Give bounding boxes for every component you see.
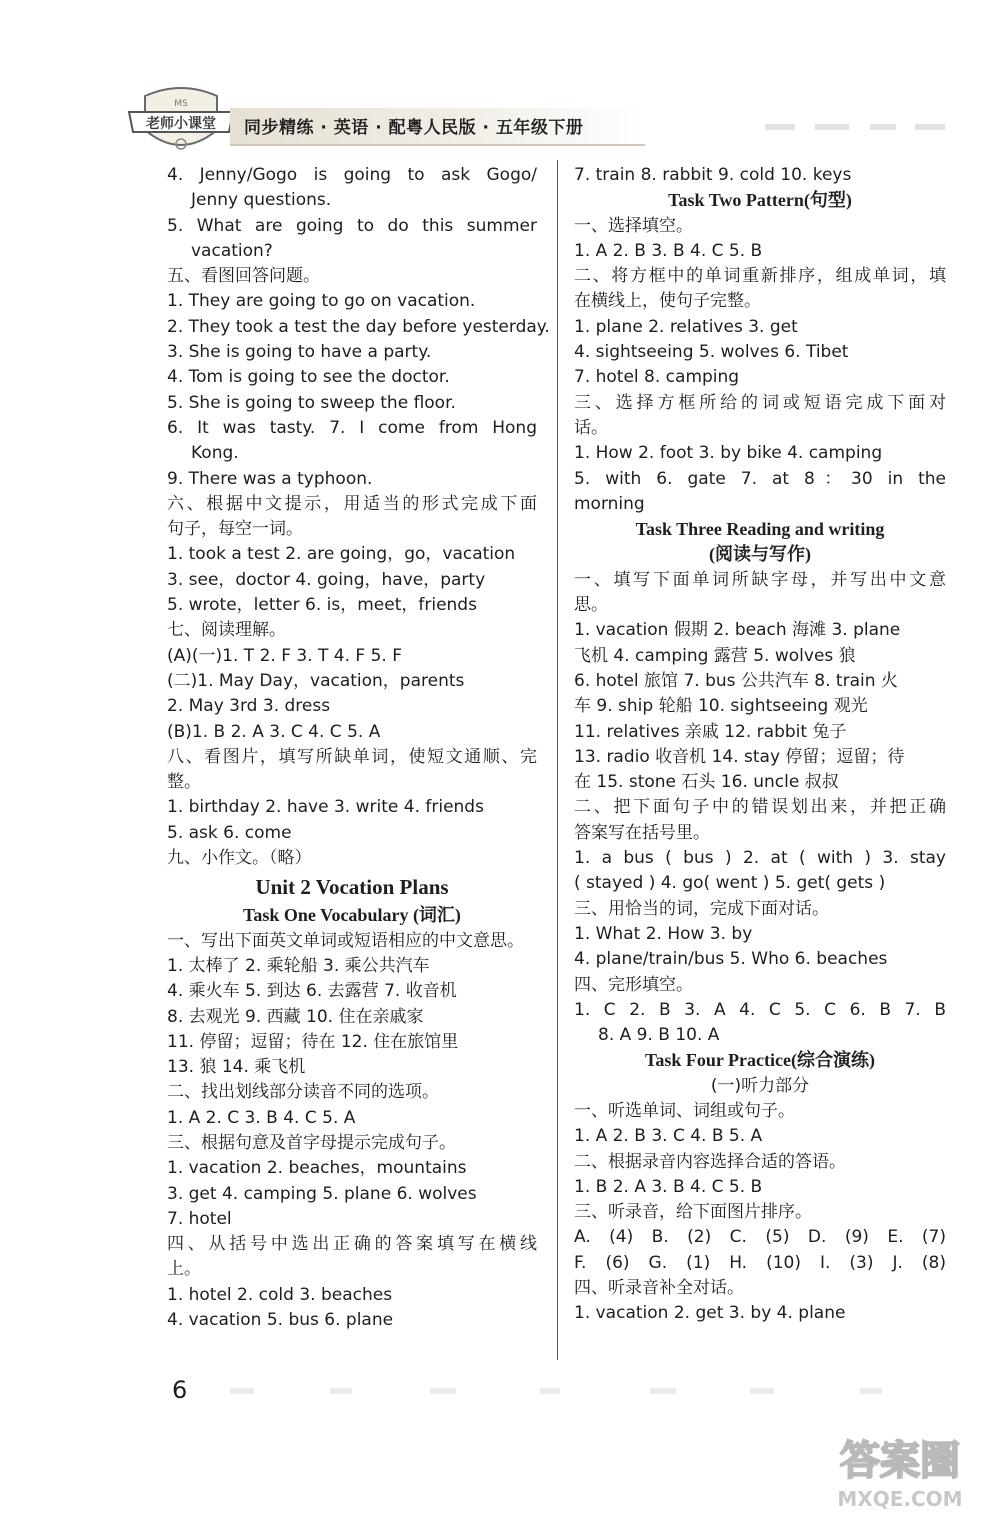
left-column-line: 1. took a test 2. are going，go，vacation bbox=[167, 544, 516, 565]
left-column-line: 六、根据中文提示，用适当的形式完成下面 bbox=[167, 493, 537, 514]
page-number: 6 bbox=[172, 1376, 188, 1404]
right-column-line: 8. A 9. B 10. A bbox=[598, 1025, 720, 1046]
right-column-line: 1. A 2. B 3. C 4. B 5. A bbox=[574, 1126, 763, 1147]
left-column-line: 4. vacation 5. bus 6. plane bbox=[167, 1310, 394, 1331]
left-column-line: 5. What are going to do this summer bbox=[167, 215, 537, 236]
right-column-line: 二、把下面句子中的错误划出来，并把正确 bbox=[574, 797, 946, 818]
left-column-line: 1. hotel 2. cold 3. beaches bbox=[167, 1284, 393, 1305]
right-column-line: 7. train 8. rabbit 9. cold 10. keys bbox=[574, 165, 852, 185]
right-column-line: 1. What 2. How 3. by bbox=[574, 923, 753, 944]
left-column-line: 4. Jenny/Gogo is going to ask Gogo/ bbox=[167, 165, 537, 185]
right-column-line: 二、根据录音内容选择合适的答语。 bbox=[574, 1151, 846, 1172]
header-rule bbox=[230, 144, 645, 146]
right-column-line: 4. plane/train/bus 5. Who 6. beaches bbox=[574, 949, 888, 970]
left-column-line: 2. They took a test the day before yesterday. bbox=[167, 316, 550, 337]
right-column-line: 在横线上，使句子完整。 bbox=[574, 291, 761, 312]
right-column-line: 6. hotel 旅馆 7. bus 公共汽车 8. train 火 bbox=[574, 670, 898, 691]
right-column-line: 四、完形填空。 bbox=[574, 974, 693, 995]
left-column-line: 5. She is going to sweep the floor. bbox=[167, 392, 456, 413]
left-column-line: 上。 bbox=[167, 1259, 201, 1280]
right-column-line: 一、选择填空。 bbox=[574, 215, 693, 236]
left-column-line: Unit 2 Vocation Plans bbox=[255, 875, 449, 900]
left-column-line: 5. ask 6. come bbox=[167, 822, 292, 843]
right-column-line: 1. How 2. foot 3. by bike 4. camping bbox=[574, 443, 883, 464]
left-column-line: 一、写出下面英文单词或短语相应的中文意思。 bbox=[167, 930, 524, 951]
left-column-line: 3. see，doctor 4. going，have，party bbox=[167, 569, 486, 590]
right-column-line: 思。 bbox=[574, 595, 608, 616]
right-column-line: 话。 bbox=[574, 417, 608, 438]
left-column-line: 九、小作文。（略） bbox=[167, 848, 312, 869]
right-column-line: 13. radio 收音机 14. stay 停留；逗留；待 bbox=[574, 746, 905, 767]
right-column-line: Task Three Reading and writing bbox=[635, 519, 885, 540]
right-column-line: 答案写在括号里。 bbox=[574, 822, 710, 843]
left-column-line: 1. 太棒了 2. 乘轮船 3. 乘公共汽车 bbox=[167, 955, 430, 976]
svg-text:MXQE.COM: MXQE.COM bbox=[837, 1487, 963, 1511]
left-column-line: 9. There was a typhoon. bbox=[167, 468, 373, 489]
right-column-line: 在 15. stone 石头 16. uncle 叔叔 bbox=[574, 772, 839, 793]
right-column-line: 1. vacation 假期 2. beach 海滩 3. plane bbox=[574, 620, 901, 641]
left-column-line: 4. 乘火车 5. 到达 6. 去露营 7. 收音机 bbox=[167, 981, 457, 1002]
left-column-line: 8. 去观光 9. 西藏 10. 住在亲戚家 bbox=[167, 1006, 424, 1027]
left-column-line: Task One Vocabulary (词汇) bbox=[243, 905, 461, 926]
footer-decoration bbox=[230, 1385, 950, 1397]
left-column-line: 3. get 4. camping 5. plane 6. wolves bbox=[167, 1183, 477, 1204]
right-column-line: 一、填写下面单词所缺字母，并写出中文意 bbox=[574, 569, 946, 590]
left-column-line: Jenny questions. bbox=[191, 190, 332, 211]
left-column-line: 4. Tom is going to see the doctor. bbox=[167, 367, 450, 388]
right-column-line: Task Four Practice(综合演练) bbox=[645, 1050, 875, 1071]
left-column-line: 句子，每空一词。 bbox=[167, 519, 303, 540]
left-column-line: 5. wrote，letter 6. is，meet，friends bbox=[167, 595, 477, 616]
svg-text:MS: MS bbox=[174, 99, 188, 109]
right-column-line: 1. plane 2. relatives 3. get bbox=[574, 316, 798, 337]
right-column-line: 三、听录音，给下面图片排序。 bbox=[574, 1202, 812, 1223]
book-title: 同步精练 · 英语 · 配粤人民版 · 五年级下册 bbox=[244, 118, 584, 138]
header-decoration bbox=[655, 120, 955, 134]
left-column-line: 三、根据句意及首字母提示完成句子。 bbox=[167, 1132, 456, 1153]
right-column-line: 1. B 2. A 3. B 4. C 5. B bbox=[574, 1176, 763, 1197]
left-column-line: 13. 狼 14. 乘飞机 bbox=[167, 1057, 306, 1078]
right-column-line: 1. A 2. B 3. B 4. C 5. B bbox=[574, 240, 763, 261]
left-column-line: 四、从括号中选出正确的答案填写在横线 bbox=[167, 1234, 537, 1255]
left-column-line: 二、找出划线部分读音不同的选项。 bbox=[167, 1082, 439, 1103]
left-column-line: 1. They are going to go on vacation. bbox=[167, 291, 476, 312]
left-column-line: 1. vacation 2. beaches，mountains bbox=[167, 1158, 467, 1179]
left-column-line: 1. birthday 2. have 3. write 4. friends bbox=[167, 797, 484, 818]
right-column-line: (阅读与写作) bbox=[709, 544, 811, 565]
svg-text:老师小课堂: 老师小课堂 bbox=[146, 116, 216, 132]
right-column-line: 1. a bus ( bus ) 2. at ( with ) 3. stay bbox=[574, 848, 946, 869]
left-column-line: 五、看图回答问题。 bbox=[167, 266, 320, 287]
left-column-line: 八、看图片，填写所缺单词，使短文通顺、完 bbox=[167, 746, 537, 767]
left-column-line: Kong. bbox=[191, 443, 239, 464]
right-column bbox=[574, 163, 946, 1327]
right-column-line: morning bbox=[574, 493, 645, 514]
right-column-line: 四、听录音补全对话。 bbox=[574, 1278, 744, 1299]
right-column-line: 一、听选单词、词组或句子。 bbox=[574, 1100, 795, 1121]
right-column-line: ( stayed ) 4. go( went ) 5. get( gets ) bbox=[574, 873, 886, 894]
left-column-line: (A)(一)1. T 2. F 3. T 4. F 5. F bbox=[167, 645, 402, 666]
left-column-line: 11. 停留；逗留；待在 12. 住在旅馆里 bbox=[167, 1031, 459, 1052]
right-column-line: 11. relatives 亲戚 12. rabbit 兔子 bbox=[574, 721, 847, 742]
left-column-line: (二)1. May Day，vacation，parents bbox=[167, 670, 465, 691]
answer-circle-watermark-logo bbox=[818, 1430, 983, 1515]
svg-text:答案圈: 答案圈 bbox=[840, 1438, 960, 1484]
left-column-line: 7. hotel bbox=[167, 1208, 232, 1229]
right-column-line: 二、将方框中的单词重新排序，组成单词，填 bbox=[574, 266, 946, 287]
right-column-line: F. (6) G. (1) H. (10) I. (3) J. (8) bbox=[574, 1252, 946, 1273]
right-column-line: 1. C 2. B 3. A 4. C 5. C 6. B 7. B bbox=[574, 999, 946, 1020]
right-column-line: 4. sightseeing 5. wolves 6. Tibet bbox=[574, 342, 849, 363]
left-column-line: 1. A 2. C 3. B 4. C 5. A bbox=[167, 1107, 356, 1128]
left-column-line: 3. She is going to have a party. bbox=[167, 342, 432, 363]
right-column-line: 7. hotel 8. camping bbox=[574, 367, 740, 388]
right-column-line: Task Two Pattern(句型) bbox=[668, 190, 852, 211]
left-column-line: 整。 bbox=[167, 772, 201, 793]
left-column-line: 七、阅读理解。 bbox=[167, 620, 286, 641]
right-column-line: 飞机 4. camping 露营 5. wolves 狼 bbox=[574, 645, 856, 666]
right-column-line: A. (4) B. (2) C. (5) D. (9) E. (7) bbox=[574, 1227, 946, 1248]
left-column bbox=[167, 163, 550, 1333]
column-divider bbox=[557, 160, 558, 1360]
right-column-line: 三、用恰当的词，完成下面对话。 bbox=[574, 898, 829, 919]
right-column-line: (一)听力部分 bbox=[710, 1075, 810, 1096]
left-column-line: vacation? bbox=[191, 240, 273, 261]
right-column-line: 5. with 6. gate 7. at 8：30 in the bbox=[574, 468, 946, 489]
right-column-line: 车 9. ship 轮船 10. sightseeing 观光 bbox=[574, 696, 868, 717]
teacher-classroom-badge-icon bbox=[125, 82, 237, 160]
left-column-line: (B)1. B 2. A 3. C 4. C 5. A bbox=[167, 721, 381, 742]
left-column-line: 6. It was tasty. 7. I come from Hong bbox=[167, 417, 537, 438]
left-column-line: 2. May 3rd 3. dress bbox=[167, 696, 331, 717]
right-column-line: 1. vacation 2. get 3. by 4. plane bbox=[574, 1303, 846, 1324]
right-column-line: 三、选择方框所给的词或短语完成下面对 bbox=[574, 392, 946, 413]
